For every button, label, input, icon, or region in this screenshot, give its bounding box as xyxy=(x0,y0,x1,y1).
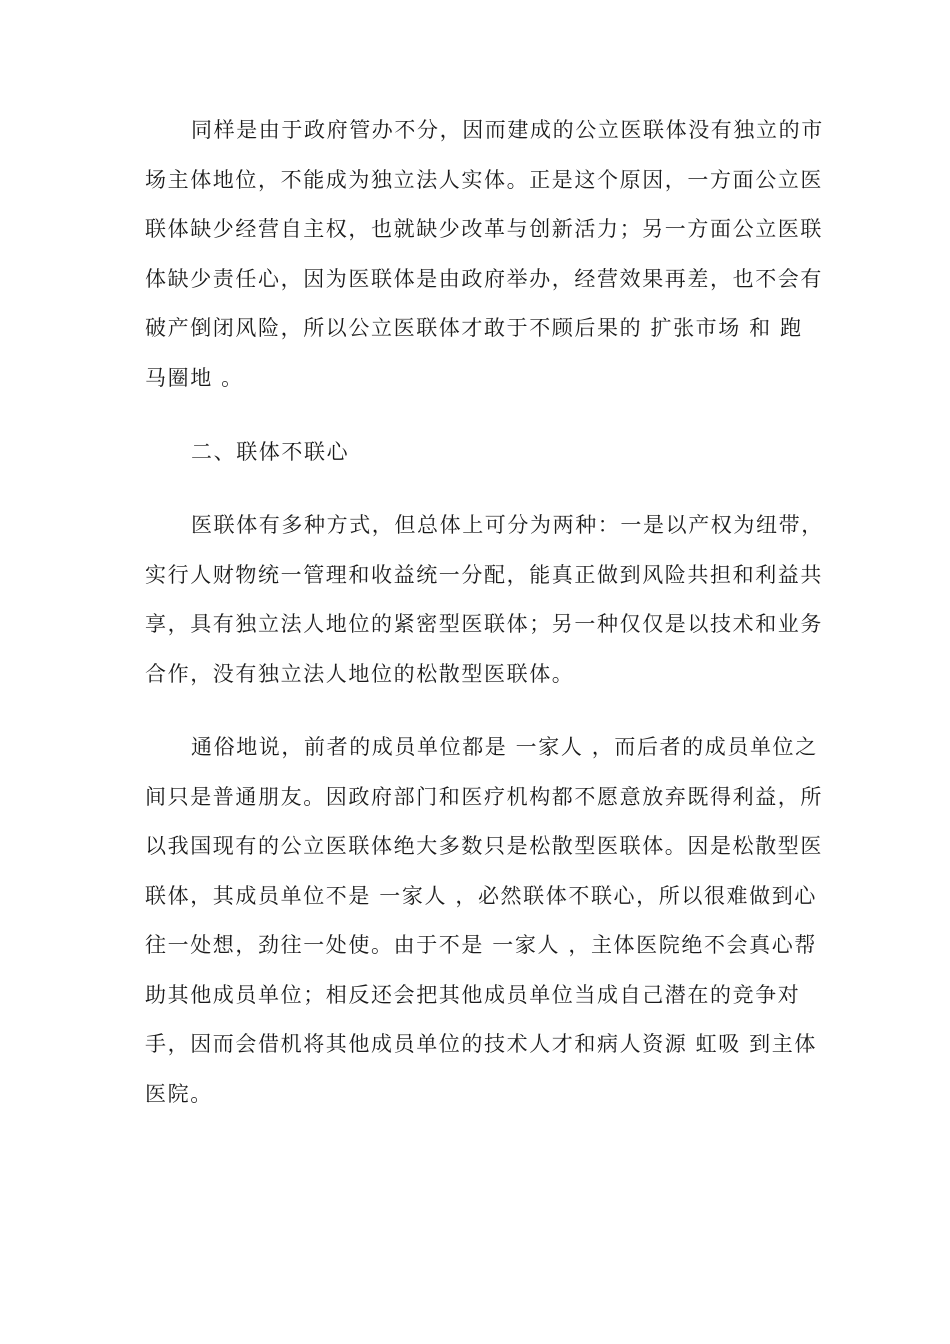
paragraph-1-line-6: 马圈地 。 xyxy=(145,365,244,390)
section-heading: 二、联体不联心 xyxy=(191,440,350,464)
paragraph-3 xyxy=(145,723,823,1119)
paragraph-2-line-3: 享，具有独立法人地位的紧密型医联体；另一种仅仅是以技术和业务 xyxy=(145,612,823,636)
paragraph-3-line-3: 以我国现有的公立医联体绝大多数只是松散型医联体。因是松散型医 xyxy=(145,834,823,858)
paragraph-3-line-5: 往一处想，劲往一处使。由于不是 一家人 ，主体医院绝不会真心帮 xyxy=(145,933,817,957)
paragraph-2 xyxy=(145,501,824,699)
paragraph-1-line-2: 场主体地位，不能成为独立法人实体。正是这个原因，一方面公立医 xyxy=(145,167,823,192)
paragraph-2-line-1: 医联体有多种方式，但总体上可分为两种：一是以产权为纽带， xyxy=(191,513,824,537)
paragraph-1-line-5: 破产倒闭风险，所以公立医联体才敢于不顾后果的 扩张市场 和 跑 xyxy=(145,316,803,340)
paragraph-3-line-8: 医院。 xyxy=(145,1081,213,1106)
paragraph-1-line-3: 联体缺少经营自主权，也就缺少改革与创新活力；另一方面公立医联 xyxy=(145,217,823,241)
paragraph-3-line-6: 助其他成员单位；相反还会把其他成员单位当成自己潜在的竞争对 xyxy=(145,982,801,1007)
paragraph-3-line-7: 手，因而会借机将其他成员单位的技术人才和病人资源 虹吸 到主体 xyxy=(145,1032,817,1056)
paragraph-3-line-4: 联体，其成员单位不是 一家人 ，必然联体不联心，所以很难做到心 xyxy=(145,883,817,908)
paragraph-3-line-1: 通俗地说，前者的成员单位都是 一家人 ，而后者的成员单位之 xyxy=(191,735,818,759)
paragraph-2-line-4: 合作，没有独立法人地位的松散型医联体。 xyxy=(145,661,575,686)
paragraph-2-line-2: 实行人财物统一管理和收益统一分配，能真正做到风险共担和利益共 xyxy=(145,562,823,587)
paragraph-3-line-2: 间只是普通朋友。因政府部门和医疗机构都不愿意放弃既得利益，所 xyxy=(145,784,823,809)
paragraph-1-line-1: 同样是由于政府管办不分，因而建成的公立医联体没有独立的市 xyxy=(191,118,824,142)
paragraph-1 xyxy=(145,106,824,403)
paragraph-1-line-4: 体缺少责任心，因为医联体是由政府举办，经营效果再差，也不会有 xyxy=(145,266,823,291)
